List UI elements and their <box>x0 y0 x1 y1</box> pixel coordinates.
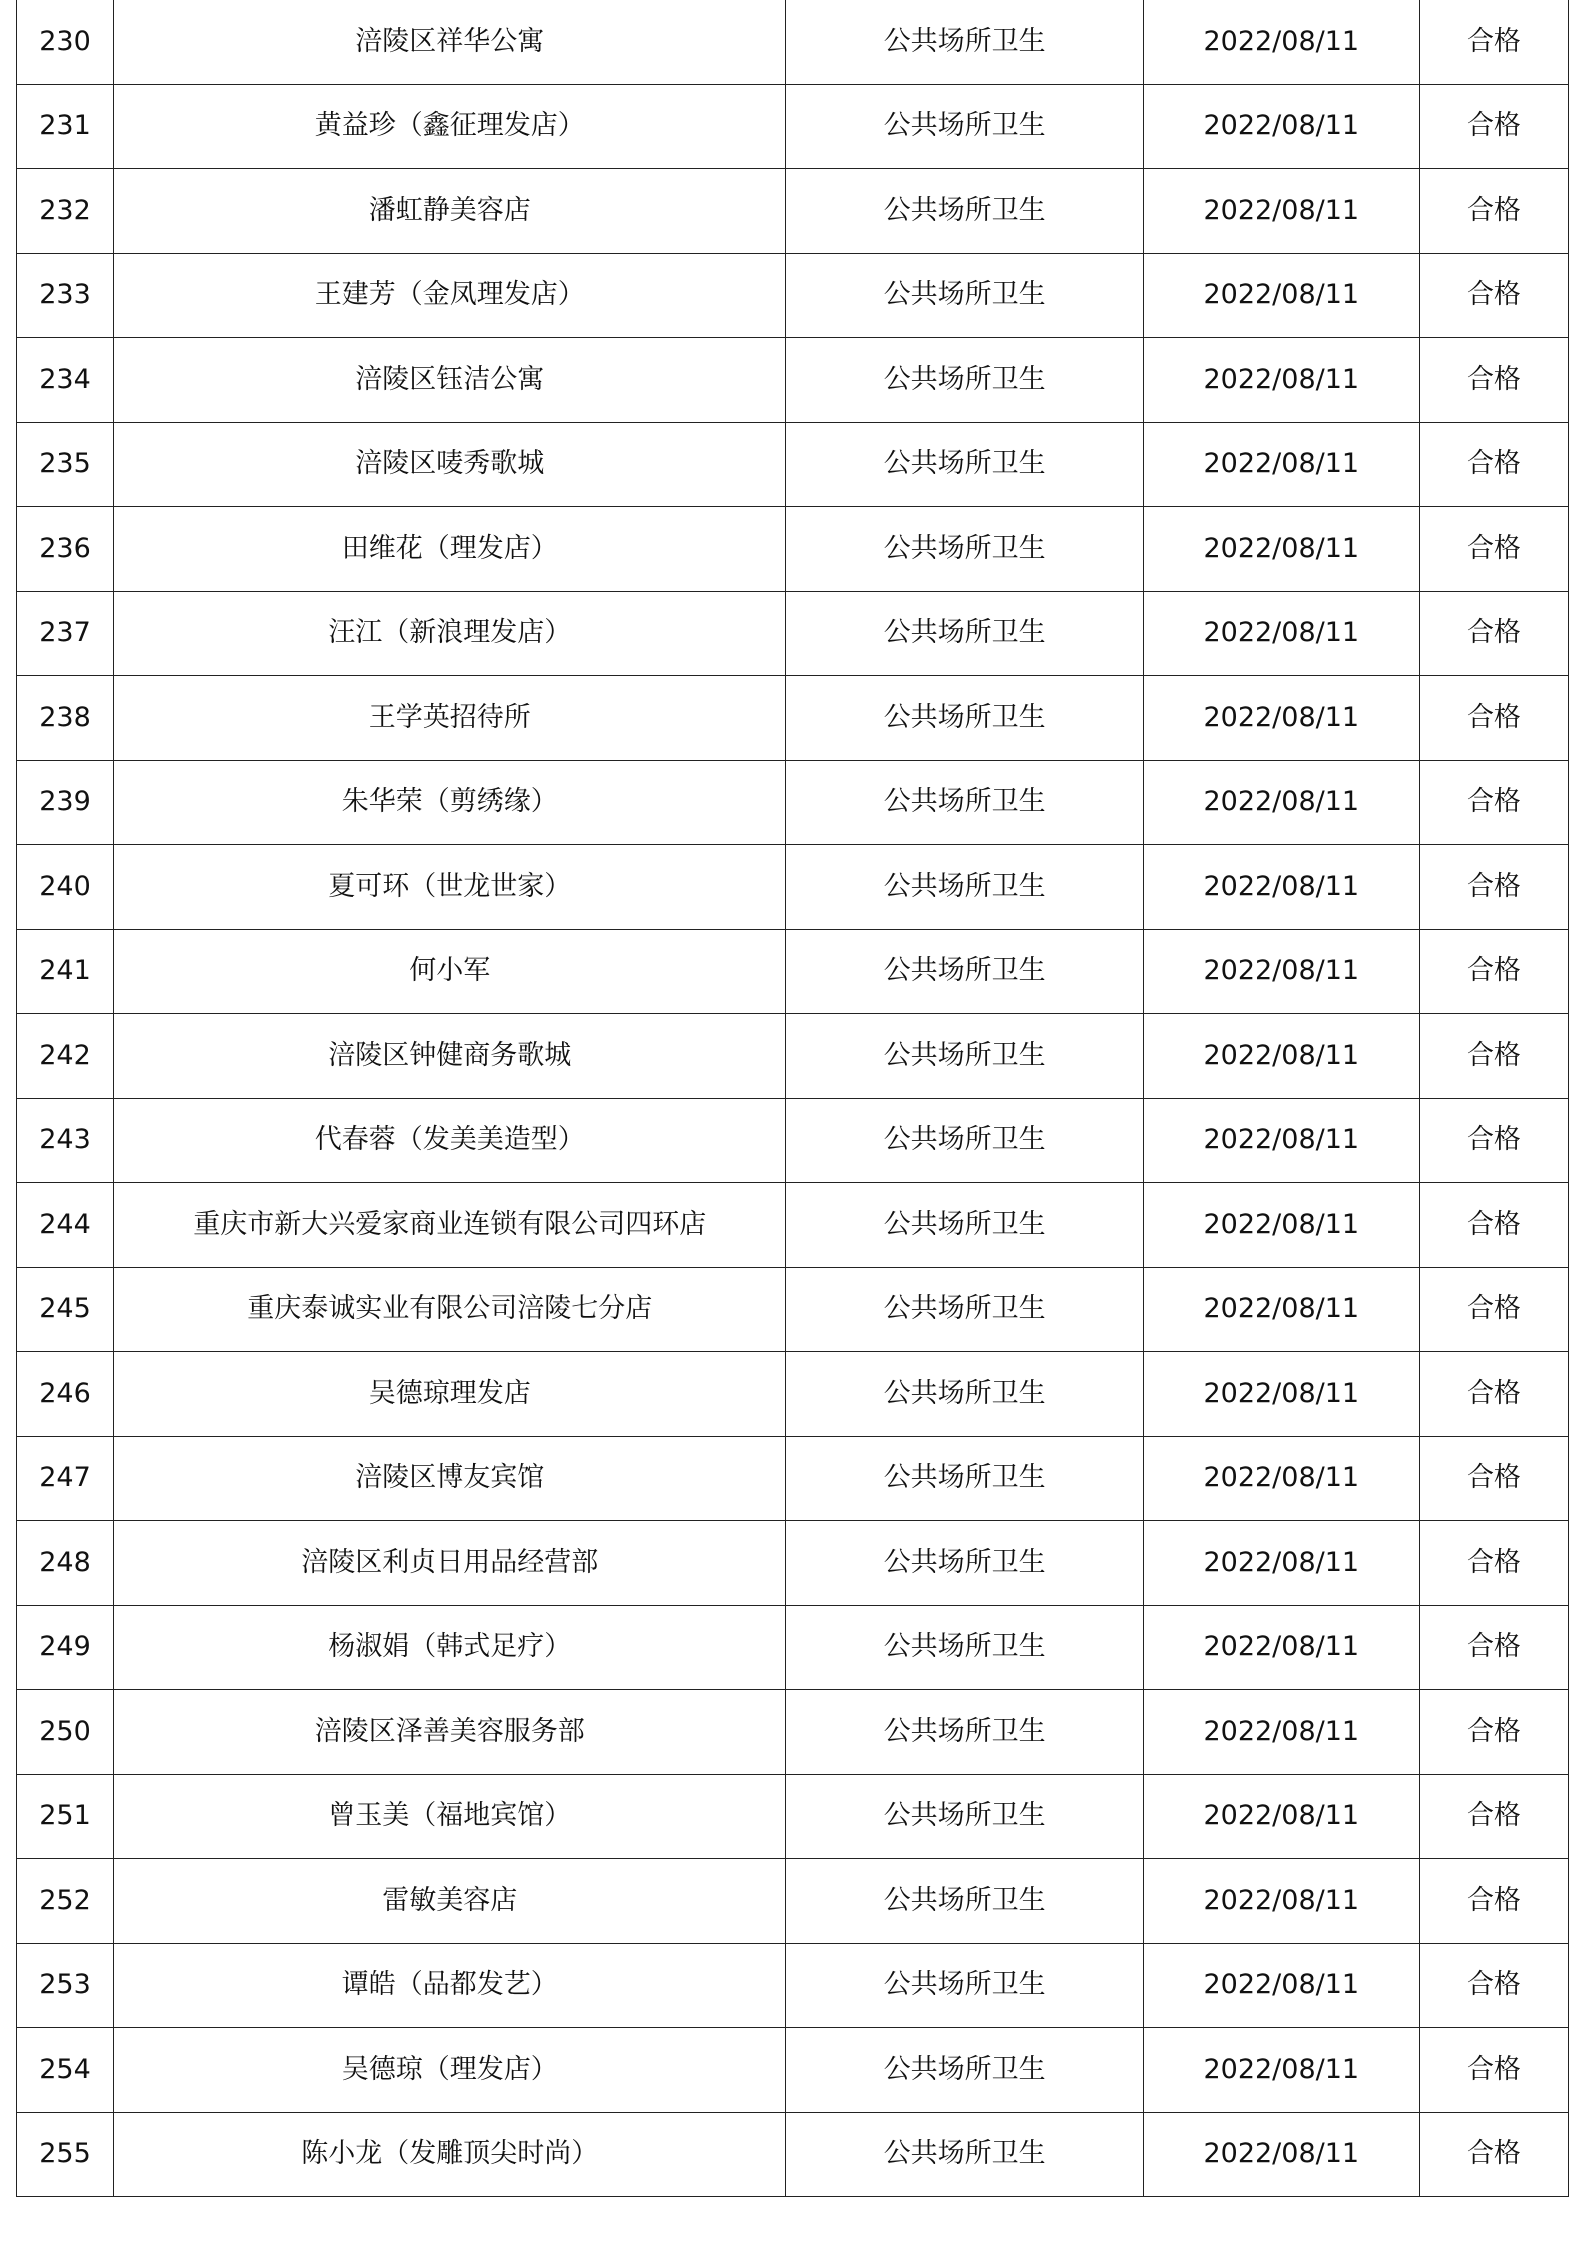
entity-name-cell: 涪陵区唛秀歌城 <box>114 422 786 507</box>
entity-name-cell: 汪江（新浪理发店） <box>114 591 786 676</box>
row-number-cell: 235 <box>17 422 114 507</box>
entity-name-cell: 陈小龙（发雕顶尖时尚） <box>114 2112 786 2197</box>
table-row <box>17 338 1569 423</box>
table-row <box>17 422 1569 507</box>
entity-name-cell: 涪陵区泽善美容服务部 <box>114 1690 786 1775</box>
inspection-date-cell: 2022/08/11 <box>1143 676 1419 761</box>
entity-name-cell: 杨淑娟（韩式足疗） <box>114 1605 786 1690</box>
inspection-result-cell: 合格 <box>1419 1098 1568 1183</box>
inspection-result-cell: 合格 <box>1419 169 1568 254</box>
entity-name-cell: 代春蓉（发美美造型） <box>114 1098 786 1183</box>
inspection-category-cell: 公共场所卫生 <box>786 591 1143 676</box>
table-row <box>17 1690 1569 1775</box>
inspection-date-cell: 2022/08/11 <box>1143 1859 1419 1944</box>
inspection-date-cell: 2022/08/11 <box>1143 591 1419 676</box>
inspection-category-cell: 公共场所卫生 <box>786 1014 1143 1099</box>
inspection-category-cell: 公共场所卫生 <box>786 1521 1143 1606</box>
inspection-date-cell: 2022/08/11 <box>1143 929 1419 1014</box>
row-number-cell: 250 <box>17 1690 114 1775</box>
inspection-date-cell: 2022/08/11 <box>1143 1436 1419 1521</box>
row-number-cell: 253 <box>17 1943 114 2028</box>
inspection-category-cell: 公共场所卫生 <box>786 253 1143 338</box>
table-row <box>17 2028 1569 2113</box>
inspection-category-cell: 公共场所卫生 <box>786 1436 1143 1521</box>
inspection-date-cell: 2022/08/11 <box>1143 845 1419 930</box>
inspection-category-cell: 公共场所卫生 <box>786 2028 1143 2113</box>
table-row <box>17 2112 1569 2197</box>
inspection-result-cell: 合格 <box>1419 0 1568 84</box>
inspection-results-table-wrapper <box>16 0 1569 2197</box>
inspection-date-cell: 2022/08/11 <box>1143 507 1419 592</box>
inspection-result-cell: 合格 <box>1419 676 1568 761</box>
inspection-result-cell: 合格 <box>1419 1690 1568 1775</box>
row-number-cell: 254 <box>17 2028 114 2113</box>
row-number-cell: 248 <box>17 1521 114 1606</box>
inspection-date-cell: 2022/08/11 <box>1143 2028 1419 2113</box>
entity-name-cell: 涪陵区钟健商务歌城 <box>114 1014 786 1099</box>
inspection-result-cell: 合格 <box>1419 2112 1568 2197</box>
row-number-cell: 252 <box>17 1859 114 1944</box>
row-number-cell: 238 <box>17 676 114 761</box>
inspection-category-cell: 公共场所卫生 <box>786 1690 1143 1775</box>
inspection-result-cell: 合格 <box>1419 1267 1568 1352</box>
inspection-category-cell: 公共场所卫生 <box>786 507 1143 592</box>
inspection-category-cell: 公共场所卫生 <box>786 1605 1143 1690</box>
entity-name-cell: 田维花（理发店） <box>114 507 786 592</box>
inspection-date-cell: 2022/08/11 <box>1143 1690 1419 1775</box>
inspection-date-cell: 2022/08/11 <box>1143 169 1419 254</box>
inspection-date-cell: 2022/08/11 <box>1143 1352 1419 1437</box>
inspection-date-cell: 2022/08/11 <box>1143 1774 1419 1859</box>
inspection-category-cell: 公共场所卫生 <box>786 0 1143 84</box>
inspection-category-cell: 公共场所卫生 <box>786 1859 1143 1944</box>
table-row <box>17 507 1569 592</box>
entity-name-cell: 涪陵区祥华公寓 <box>114 0 786 84</box>
inspection-result-cell: 合格 <box>1419 507 1568 592</box>
entity-name-cell: 潘虹静美容店 <box>114 169 786 254</box>
inspection-category-cell: 公共场所卫生 <box>786 422 1143 507</box>
inspection-result-cell: 合格 <box>1419 1436 1568 1521</box>
table-row <box>17 1436 1569 1521</box>
row-number-cell: 230 <box>17 0 114 84</box>
entity-name-cell: 王建芳（金凤理发店） <box>114 253 786 338</box>
inspection-result-cell: 合格 <box>1419 338 1568 423</box>
inspection-category-cell: 公共场所卫生 <box>786 1943 1143 2028</box>
entity-name-cell: 谭皓（品都发艺） <box>114 1943 786 2028</box>
inspection-date-cell: 2022/08/11 <box>1143 1183 1419 1268</box>
inspection-category-cell: 公共场所卫生 <box>786 760 1143 845</box>
inspection-date-cell: 2022/08/11 <box>1143 1014 1419 1099</box>
row-number-cell: 234 <box>17 338 114 423</box>
inspection-category-cell: 公共场所卫生 <box>786 169 1143 254</box>
row-number-cell: 242 <box>17 1014 114 1099</box>
inspection-result-cell: 合格 <box>1419 1014 1568 1099</box>
inspection-result-cell: 合格 <box>1419 253 1568 338</box>
table-row <box>17 929 1569 1014</box>
inspection-category-cell: 公共场所卫生 <box>786 1774 1143 1859</box>
row-number-cell: 236 <box>17 507 114 592</box>
inspection-date-cell: 2022/08/11 <box>1143 84 1419 169</box>
inspection-category-cell: 公共场所卫生 <box>786 929 1143 1014</box>
inspection-date-cell: 2022/08/11 <box>1143 338 1419 423</box>
table-row <box>17 1098 1569 1183</box>
row-number-cell: 237 <box>17 591 114 676</box>
inspection-category-cell: 公共场所卫生 <box>786 1098 1143 1183</box>
table-row <box>17 84 1569 169</box>
inspection-result-cell: 合格 <box>1419 1183 1568 1268</box>
inspection-result-cell: 合格 <box>1419 760 1568 845</box>
inspection-category-cell: 公共场所卫生 <box>786 338 1143 423</box>
table-row <box>17 591 1569 676</box>
table-row <box>17 845 1569 930</box>
inspection-date-cell: 2022/08/11 <box>1143 1098 1419 1183</box>
row-number-cell: 243 <box>17 1098 114 1183</box>
inspection-result-cell: 合格 <box>1419 2028 1568 2113</box>
row-number-cell: 251 <box>17 1774 114 1859</box>
inspection-result-cell: 合格 <box>1419 929 1568 1014</box>
table-row <box>17 1859 1569 1944</box>
entity-name-cell: 王学英招待所 <box>114 676 786 761</box>
entity-name-cell: 涪陵区博友宾馆 <box>114 1436 786 1521</box>
row-number-cell: 231 <box>17 84 114 169</box>
table-row <box>17 0 1569 84</box>
entity-name-cell: 雷敏美容店 <box>114 1859 786 1944</box>
inspection-result-cell: 合格 <box>1419 1352 1568 1437</box>
table-row <box>17 760 1569 845</box>
inspection-result-cell: 合格 <box>1419 422 1568 507</box>
table-row <box>17 1014 1569 1099</box>
inspection-date-cell: 2022/08/11 <box>1143 760 1419 845</box>
row-number-cell: 232 <box>17 169 114 254</box>
row-number-cell: 246 <box>17 1352 114 1437</box>
inspection-results-table <box>16 0 1569 2197</box>
row-number-cell: 244 <box>17 1183 114 1268</box>
inspection-date-cell: 2022/08/11 <box>1143 1605 1419 1690</box>
table-row <box>17 169 1569 254</box>
entity-name-cell: 朱华荣（剪绣缘） <box>114 760 786 845</box>
inspection-date-cell: 2022/08/11 <box>1143 1943 1419 2028</box>
row-number-cell: 241 <box>17 929 114 1014</box>
table-row <box>17 1521 1569 1606</box>
inspection-result-cell: 合格 <box>1419 1943 1568 2028</box>
inspection-date-cell: 2022/08/11 <box>1143 253 1419 338</box>
table-row <box>17 1183 1569 1268</box>
row-number-cell: 233 <box>17 253 114 338</box>
entity-name-cell: 夏可环（世龙世家） <box>114 845 786 930</box>
inspection-date-cell: 2022/08/11 <box>1143 1267 1419 1352</box>
inspection-date-cell: 2022/08/11 <box>1143 0 1419 84</box>
table-row <box>17 676 1569 761</box>
table-row <box>17 1352 1569 1437</box>
entity-name-cell: 涪陵区利贞日用品经营部 <box>114 1521 786 1606</box>
entity-name-cell: 涪陵区钰洁公寓 <box>114 338 786 423</box>
inspection-result-cell: 合格 <box>1419 1774 1568 1859</box>
entity-name-cell: 重庆泰诚实业有限公司涪陵七分店 <box>114 1267 786 1352</box>
inspection-date-cell: 2022/08/11 <box>1143 1521 1419 1606</box>
inspection-category-cell: 公共场所卫生 <box>786 84 1143 169</box>
entity-name-cell: 何小军 <box>114 929 786 1014</box>
inspection-category-cell: 公共场所卫生 <box>786 2112 1143 2197</box>
table-row <box>17 1605 1569 1690</box>
row-number-cell: 245 <box>17 1267 114 1352</box>
table-body <box>17 0 1569 2197</box>
row-number-cell: 249 <box>17 1605 114 1690</box>
entity-name-cell: 吴德琼（理发店） <box>114 2028 786 2113</box>
inspection-category-cell: 公共场所卫生 <box>786 845 1143 930</box>
table-row <box>17 1774 1569 1859</box>
entity-name-cell: 重庆市新大兴爱家商业连锁有限公司四环店 <box>114 1183 786 1268</box>
table-row <box>17 1943 1569 2028</box>
row-number-cell: 239 <box>17 760 114 845</box>
row-number-cell: 247 <box>17 1436 114 1521</box>
inspection-category-cell: 公共场所卫生 <box>786 1267 1143 1352</box>
inspection-result-cell: 合格 <box>1419 84 1568 169</box>
inspection-result-cell: 合格 <box>1419 591 1568 676</box>
inspection-result-cell: 合格 <box>1419 1859 1568 1944</box>
inspection-category-cell: 公共场所卫生 <box>786 1183 1143 1268</box>
entity-name-cell: 黄益珍（鑫征理发店） <box>114 84 786 169</box>
table-row <box>17 1267 1569 1352</box>
inspection-result-cell: 合格 <box>1419 1521 1568 1606</box>
entity-name-cell: 曾玉美（福地宾馆） <box>114 1774 786 1859</box>
row-number-cell: 240 <box>17 845 114 930</box>
inspection-result-cell: 合格 <box>1419 845 1568 930</box>
inspection-date-cell: 2022/08/11 <box>1143 422 1419 507</box>
row-number-cell: 255 <box>17 2112 114 2197</box>
inspection-category-cell: 公共场所卫生 <box>786 676 1143 761</box>
inspection-date-cell: 2022/08/11 <box>1143 2112 1419 2197</box>
inspection-category-cell: 公共场所卫生 <box>786 1352 1143 1437</box>
table-row <box>17 253 1569 338</box>
entity-name-cell: 吴德琼理发店 <box>114 1352 786 1437</box>
inspection-result-cell: 合格 <box>1419 1605 1568 1690</box>
